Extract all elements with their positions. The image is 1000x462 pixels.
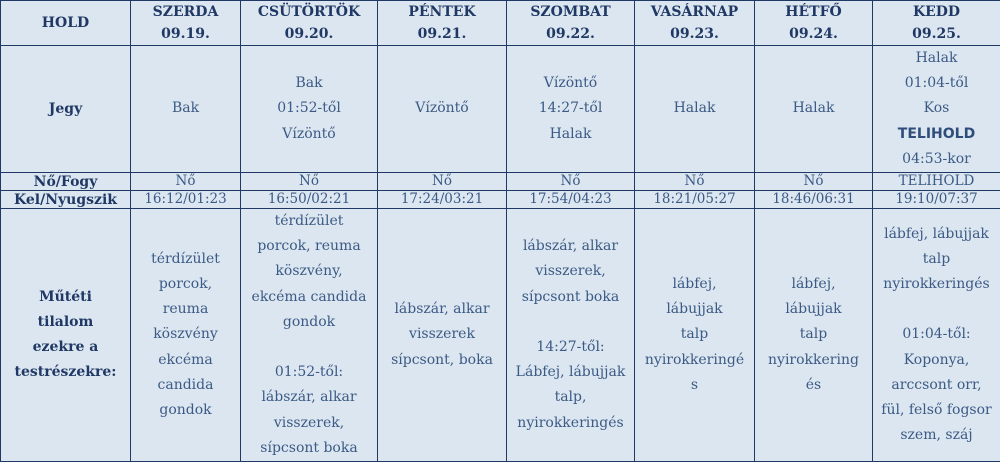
kel-nyugszik-cell: 17:24/03:21 bbox=[378, 191, 507, 209]
cell-line: szem, száj bbox=[875, 423, 998, 448]
day-date: 09.23. bbox=[637, 23, 752, 45]
cell-line: visszerek, bbox=[243, 411, 375, 436]
row-label-kel-nyugszik: Kel/Nyugszik bbox=[1, 191, 131, 209]
cell-line: testrészekre: bbox=[3, 360, 128, 385]
cell-line: Bak bbox=[243, 71, 375, 96]
cell-line: gondok bbox=[133, 398, 238, 423]
mutet-cell bbox=[378, 209, 507, 462]
mutet-cell bbox=[131, 209, 241, 462]
cell-line: gondok bbox=[243, 310, 375, 335]
no-fogy-cell: TELIHOLD bbox=[873, 173, 1000, 191]
day-name: PÉNTEK bbox=[380, 1, 504, 23]
cell-line: Kos bbox=[875, 96, 998, 121]
cell-line: és bbox=[757, 373, 870, 398]
mutet-row bbox=[1, 209, 1000, 462]
jegy-cell bbox=[873, 46, 1000, 173]
cell-line: visszerek, bbox=[509, 259, 632, 284]
no-fogy-cell: Nő bbox=[755, 173, 873, 191]
day-name: CSÜTÖRTÖK bbox=[243, 1, 375, 23]
cell-line: köszvény bbox=[133, 322, 238, 347]
cell-line: 04:53-kor bbox=[875, 147, 998, 172]
cell-line: talp bbox=[637, 322, 752, 347]
cell-line: fül, felső fogsor bbox=[875, 398, 998, 423]
cell-line: ekcéma candida bbox=[243, 285, 375, 310]
cell-line: Halak bbox=[509, 122, 632, 147]
cell-line: 14:27-től bbox=[509, 96, 632, 121]
corner-label: HOLD bbox=[1, 1, 131, 46]
cell-line: Bak bbox=[133, 96, 238, 121]
day-date: 09.22. bbox=[509, 23, 632, 45]
cell-line: talp bbox=[757, 322, 870, 347]
kel-nyugszik-cell: 18:46/06:31 bbox=[755, 191, 873, 209]
cell-line: reuma bbox=[133, 297, 238, 322]
jegy-cell bbox=[241, 46, 378, 173]
day-name: VASÁRNAP bbox=[637, 1, 752, 23]
cell-line: Lábfej, lábujjak bbox=[509, 360, 632, 385]
cell-line: lábszár, alkar bbox=[380, 297, 504, 322]
day-date: 09.21. bbox=[380, 23, 504, 45]
cell-line: lábszár, alkar bbox=[243, 385, 375, 410]
mutet-cell bbox=[873, 209, 1000, 462]
cell-line: lábfej, lábujjak bbox=[875, 222, 998, 247]
cell-line: s bbox=[637, 373, 752, 398]
cell-line: Halak bbox=[637, 96, 752, 121]
cell-line: nyirokkeringés bbox=[509, 411, 632, 436]
cell-line: sípcsont boka bbox=[243, 436, 375, 461]
jegy-cell bbox=[131, 46, 241, 173]
mutet-cell bbox=[755, 209, 873, 462]
day-header bbox=[635, 1, 755, 46]
cell-line: ekcéma bbox=[133, 348, 238, 373]
kel-nyugszik-row bbox=[1, 191, 1000, 209]
row-label-mutet bbox=[1, 209, 131, 462]
cell-line: Koponya, bbox=[875, 348, 998, 373]
no-fogy-cell: Nő bbox=[507, 173, 635, 191]
cell-line: 01:52-től: bbox=[243, 360, 375, 385]
jegy-row bbox=[1, 46, 1000, 173]
cell-line: talp, bbox=[509, 385, 632, 410]
cell-line bbox=[875, 297, 998, 322]
cell-line: nyirokkeringés bbox=[875, 272, 998, 297]
cell-line: sípcsont boka bbox=[509, 285, 632, 310]
cell-line: 01:52-től bbox=[243, 96, 375, 121]
mutet-cell bbox=[241, 209, 378, 462]
day-date: 09.24. bbox=[757, 23, 870, 45]
cell-line: porcok, bbox=[133, 272, 238, 297]
kel-nyugszik-cell: 16:12/01:23 bbox=[131, 191, 241, 209]
cell-line: Halak bbox=[757, 96, 870, 121]
mutet-cell bbox=[635, 209, 755, 462]
cell-line bbox=[509, 310, 632, 335]
day-header bbox=[378, 1, 507, 46]
cell-line: porcok, reuma bbox=[243, 234, 375, 259]
no-fogy-cell: Nő bbox=[131, 173, 241, 191]
cell-line: 14:27-től: bbox=[509, 335, 632, 360]
no-fogy-cell: Nő bbox=[635, 173, 755, 191]
cell-line: visszerek bbox=[380, 322, 504, 347]
day-header bbox=[755, 1, 873, 46]
cell-line: nyirokkering bbox=[757, 348, 870, 373]
mutet-cell bbox=[507, 209, 635, 462]
cell-line bbox=[243, 335, 375, 360]
cell-line: Műtéti bbox=[3, 285, 128, 310]
kel-nyugszik-cell: 19:10/07:37 bbox=[873, 191, 1000, 209]
cell-line: TELIHOLD bbox=[875, 122, 998, 147]
day-name: KEDD bbox=[875, 1, 998, 23]
cell-line: Vízöntő bbox=[509, 71, 632, 96]
day-name: HÉTFŐ bbox=[757, 1, 870, 23]
day-date: 09.25. bbox=[875, 23, 998, 45]
row-label-no-fogy: Nő/Fogy bbox=[1, 173, 131, 191]
jegy-cell bbox=[378, 46, 507, 173]
no-fogy-cell: Nő bbox=[241, 173, 378, 191]
kel-nyugszik-cell: 17:54/04:23 bbox=[507, 191, 635, 209]
kel-nyugszik-cell: 16:50/02:21 bbox=[241, 191, 378, 209]
jegy-cell bbox=[507, 46, 635, 173]
cell-line: Halak bbox=[875, 46, 998, 71]
cell-line: 01:04-től: bbox=[875, 322, 998, 347]
no-fogy-cell: Nő bbox=[378, 173, 507, 191]
cell-line: lábfej, bbox=[637, 272, 752, 297]
row-label-jegy: Jegy bbox=[1, 46, 131, 173]
cell-line: sípcsont, boka bbox=[380, 348, 504, 373]
kel-nyugszik-cell: 18:21/05:27 bbox=[635, 191, 755, 209]
day-header bbox=[507, 1, 635, 46]
day-header bbox=[131, 1, 241, 46]
cell-line: Vízöntő bbox=[380, 96, 504, 121]
jegy-cell bbox=[755, 46, 873, 173]
cell-line: tilalom bbox=[3, 310, 128, 335]
cell-line: ezekre a bbox=[3, 335, 128, 360]
day-name: SZOMBAT bbox=[509, 1, 632, 23]
cell-line: Vízöntő bbox=[243, 122, 375, 147]
cell-line: arccsont orr, bbox=[875, 373, 998, 398]
cell-line: térdízület bbox=[133, 247, 238, 272]
cell-line: köszvény, bbox=[243, 259, 375, 284]
cell-line: talp bbox=[875, 247, 998, 272]
cell-line: lábujjak bbox=[757, 297, 870, 322]
cell-line: candida bbox=[133, 373, 238, 398]
cell-line: 01:04-től bbox=[875, 71, 998, 96]
day-name: SZERDA bbox=[133, 1, 238, 23]
cell-line: térdízület bbox=[243, 209, 375, 234]
cell-line: lábfej, bbox=[757, 272, 870, 297]
day-header bbox=[241, 1, 378, 46]
cell-line: lábszár, alkar bbox=[509, 234, 632, 259]
jegy-cell bbox=[635, 46, 755, 173]
header-row bbox=[1, 1, 1000, 46]
no-fogy-row bbox=[1, 173, 1000, 191]
day-date: 09.20. bbox=[243, 23, 375, 45]
cell-line: nyirokkeringé bbox=[637, 348, 752, 373]
cell-line: lábujjak bbox=[637, 297, 752, 322]
day-date: 09.19. bbox=[133, 23, 238, 45]
day-header bbox=[873, 1, 1000, 46]
